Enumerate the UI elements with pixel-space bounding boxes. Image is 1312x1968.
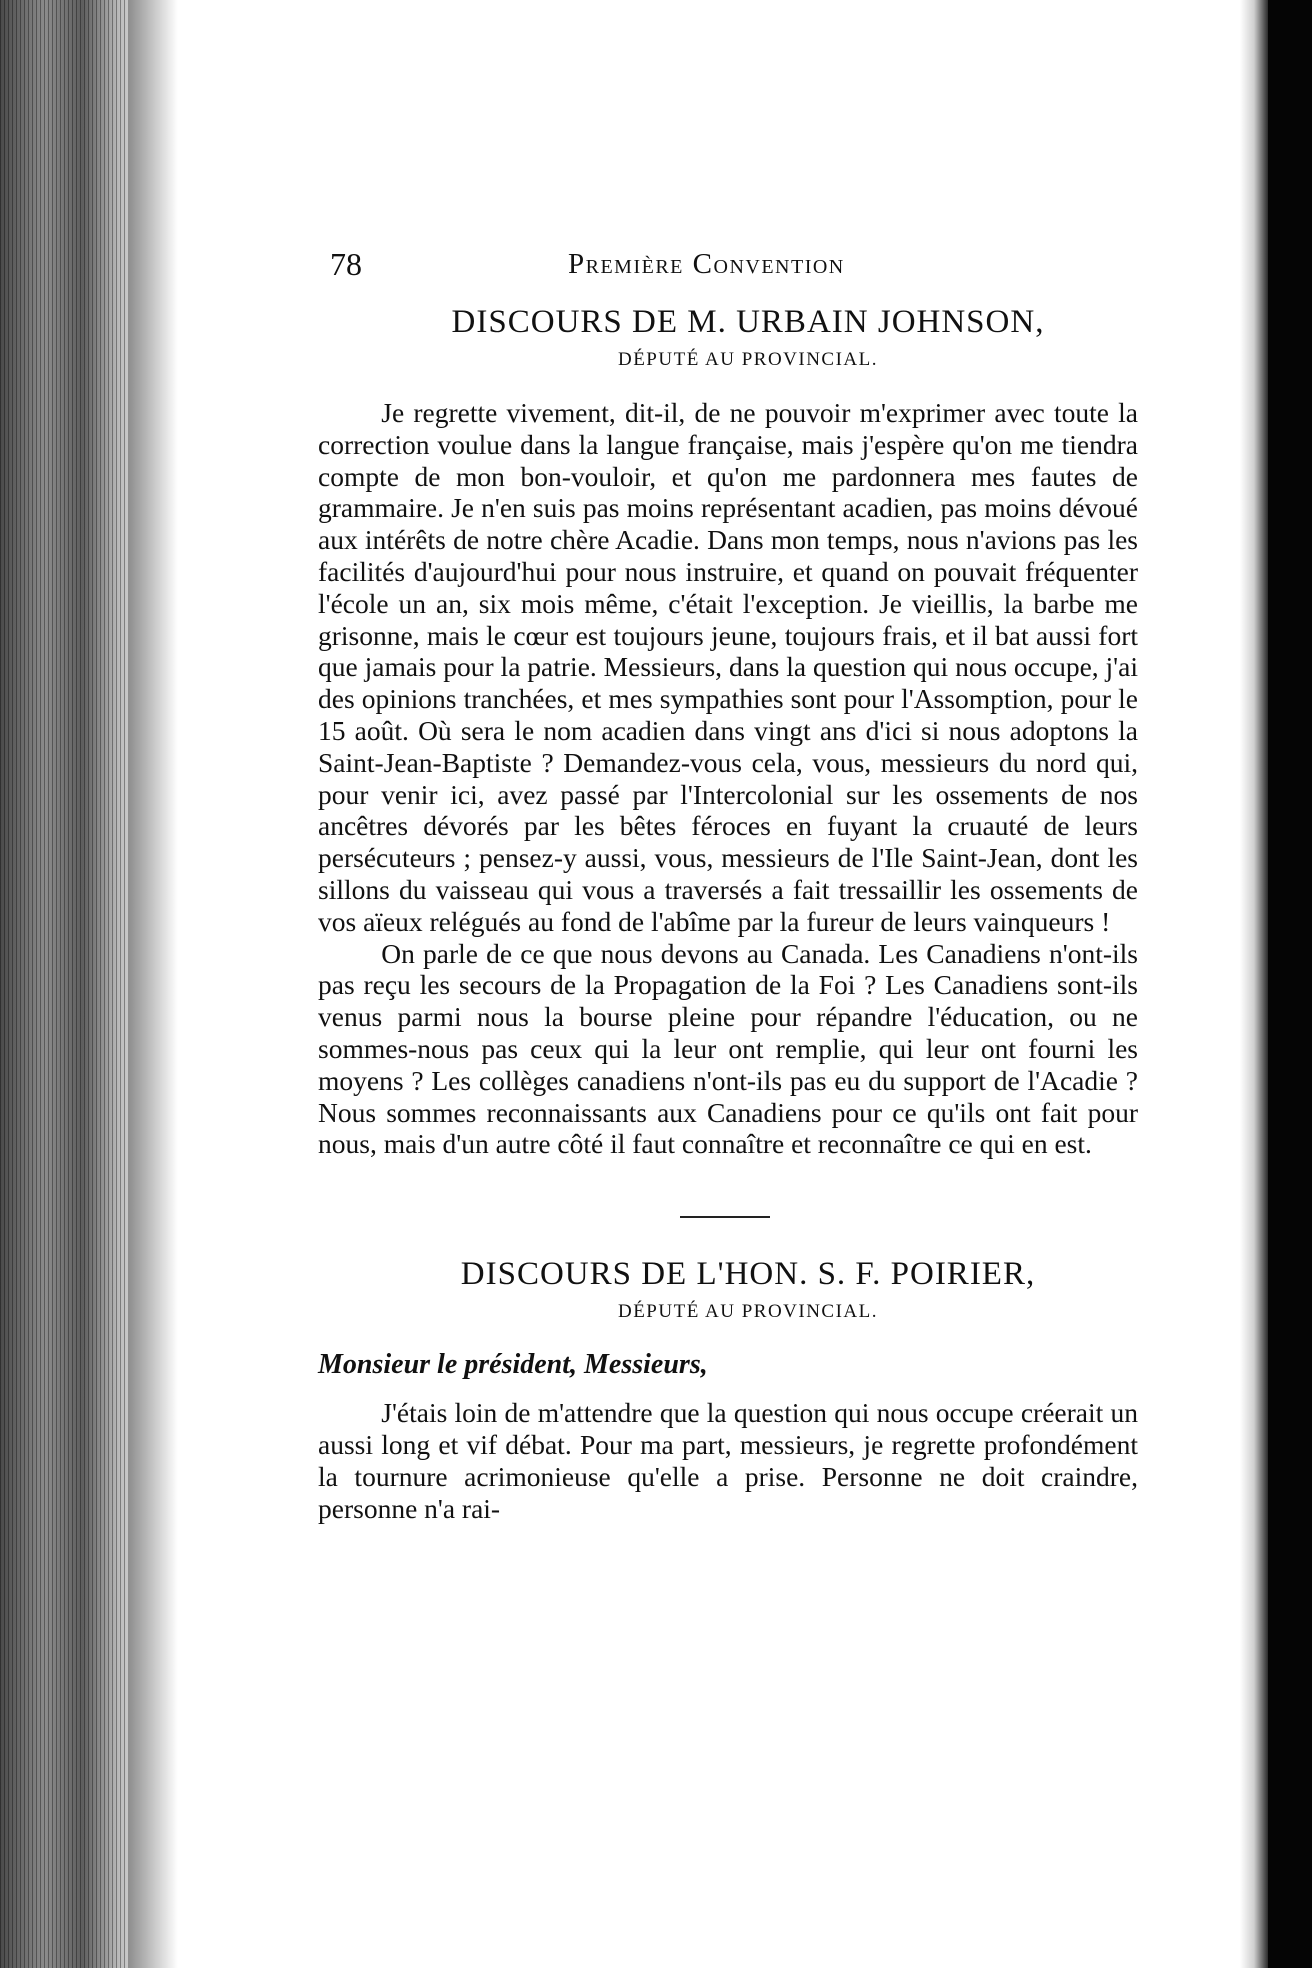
paragraph: J'étais loin de m'attendre que la question qui nous occupe créerait un aussi long et vif débat. Pour ma part, messieurs, je regrette profondément la tournure acrimonieuse qu'elle a prise. Personne ne doit craindre, personne n'a rai- xyxy=(318,1397,1138,1524)
page-header xyxy=(318,240,1138,290)
salutation: Monsieur le président, Messieurs, xyxy=(318,1349,708,1381)
speech-title: DISCOURS DE L'HON. S. F. POIRIER, xyxy=(460,1256,1036,1293)
running-head: Première Convention xyxy=(568,248,845,280)
gutter-shadow xyxy=(128,0,178,1968)
page-content xyxy=(318,240,1138,1524)
speech-title: DISCOURS DE M. URBAIN JOHNSON, xyxy=(451,304,1045,340)
paragraph: Je regrette vivement, dit-il, de ne pouvoir m'exprimer avec toute la correction voulue dans la langue française, mais j'espère qu'on me tiendra compte de mon bon-vouloir, et qu'on me pardonnera mes fautes de grammaire. Je n'en suis pas moins représentant acadien, pas moins dévoué aux intérêts de notre chère Acadie. Dans mon temps, nous n'avions pas les facilités d'aujourd'hui pour nous instruire, et quand on pouvait fréquenter l'école un an, six mois même, c'était l'exception. Je vieillis, la barbe me grisonne, mais le cœur est toujours jeune, toujours frais, et il bat aussi fort que jamais pour la patrie. Messieurs, dans la question qui nous occupe, j'ai des opinions tranchées, et mes sympathies sont pour l'Assomption, pour le 15 août. Où sera le nom acadien dans vingt ans d'ici si nous adoptons la Saint-Jean-Baptiste ? Demandez-vous cela, vous, messieurs du nord qui, pour venir ici, avez passé par l'Intercolonial sur les ossements de nos ancêtres dévorés par les bêtes féroces en fuyant la cruauté de leurs persécuteurs ; pensez-y aussi, vous, messieurs de l'Ile Saint-Jean, dont les sillons du vaisseau qui vous a traversés a fait tressaillir les ossements de vos aïeux relégués au fond de l'abîme par la fureur de leurs vainqueurs ! xyxy=(318,397,1138,937)
speech-body xyxy=(318,397,1138,1160)
scan-background xyxy=(1268,0,1312,1968)
speech-subtitle: DÉPUTÉ AU PROVINCIAL. xyxy=(617,1301,879,1323)
page-number: 78 xyxy=(330,246,362,282)
section-divider xyxy=(680,1216,770,1218)
right-page-gutter xyxy=(1240,0,1268,1968)
speech-body xyxy=(318,1397,1138,1524)
paragraph: On parle de ce que nous devons au Canada. Les Canadiens n'ont-ils pas reçu les secours de la Propagation de la Foi ? Les Canadiens sont-ils venus parmi nous la bourse pleine pour répandre l'éducation, ou ne sommes-nous pas ceux qui la leur ont remplie, qui leur ont fourni les moyens ? Les collèges canadiens n'ont-ils pas eu du support de l'Acadie ? Nous sommes reconnaissants aux Canadiens pour ce qu'ils ont fait pour nous, mais d'un autre côté il faut connaître et reconnaître ce qui en est. xyxy=(318,937,1138,1160)
speech-subtitle: DÉPUTÉ AU PROVINCIAL. xyxy=(617,349,879,370)
